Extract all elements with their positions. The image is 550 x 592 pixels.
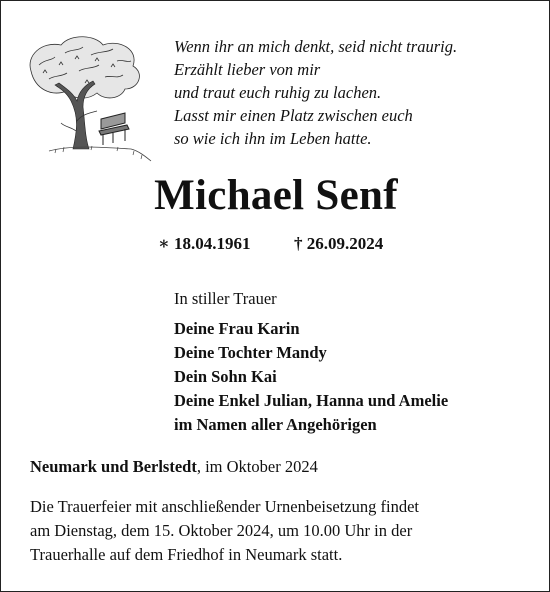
place-location: Neumark und Berlstedt <box>30 457 197 476</box>
funeral-service-info <box>30 495 530 567</box>
death-cross-icon: † <box>294 234 303 253</box>
poem-line: und traut euch ruhig zu lachen. <box>174 83 382 102</box>
tree-with-bench-icon <box>21 31 156 166</box>
mourners-intro: In stiller Trauer <box>174 289 277 308</box>
poem-line: Erzählt lieber von mir <box>174 60 321 79</box>
deceased-name: Michael Senf <box>154 172 398 219</box>
service-line: Die Trauerfeier mit anschließender Urnenbeisetzung findet <box>30 497 419 516</box>
poem <box>174 35 457 150</box>
birth-date-value: 18.04.1961 <box>174 234 251 253</box>
mourner-line: Dein Sohn Kai <box>174 367 277 386</box>
mourner-line: im Namen aller Angehörigen <box>174 415 377 434</box>
birth-date <box>158 234 251 254</box>
birth-star-icon: ∗ <box>158 234 170 253</box>
poem-line: Wenn ihr an mich denkt, seid nicht traurig. <box>174 37 458 56</box>
poem-line: Lasst mir einen Platz zwischen euch <box>174 106 413 125</box>
service-line: am Dienstag, dem 15. Oktober 2024, um 10.00 Uhr in der <box>30 521 413 540</box>
place-date: , im Oktober 2024 <box>196 457 318 476</box>
mourners-block <box>174 287 448 437</box>
mourner-line: Deine Tochter Mandy <box>174 343 327 362</box>
poem-line: so wie ich ihn im Leben hatte. <box>174 129 372 148</box>
place-and-date <box>30 457 318 477</box>
death-date <box>294 234 383 254</box>
mourner-line: Deine Frau Karin <box>174 319 300 338</box>
service-line: Trauerhalle auf dem Friedhof in Neumark statt. <box>30 545 343 564</box>
death-date-value: 26.09.2024 <box>306 234 384 253</box>
mourner-line: Deine Enkel Julian, Hanna und Amelie <box>174 391 449 410</box>
